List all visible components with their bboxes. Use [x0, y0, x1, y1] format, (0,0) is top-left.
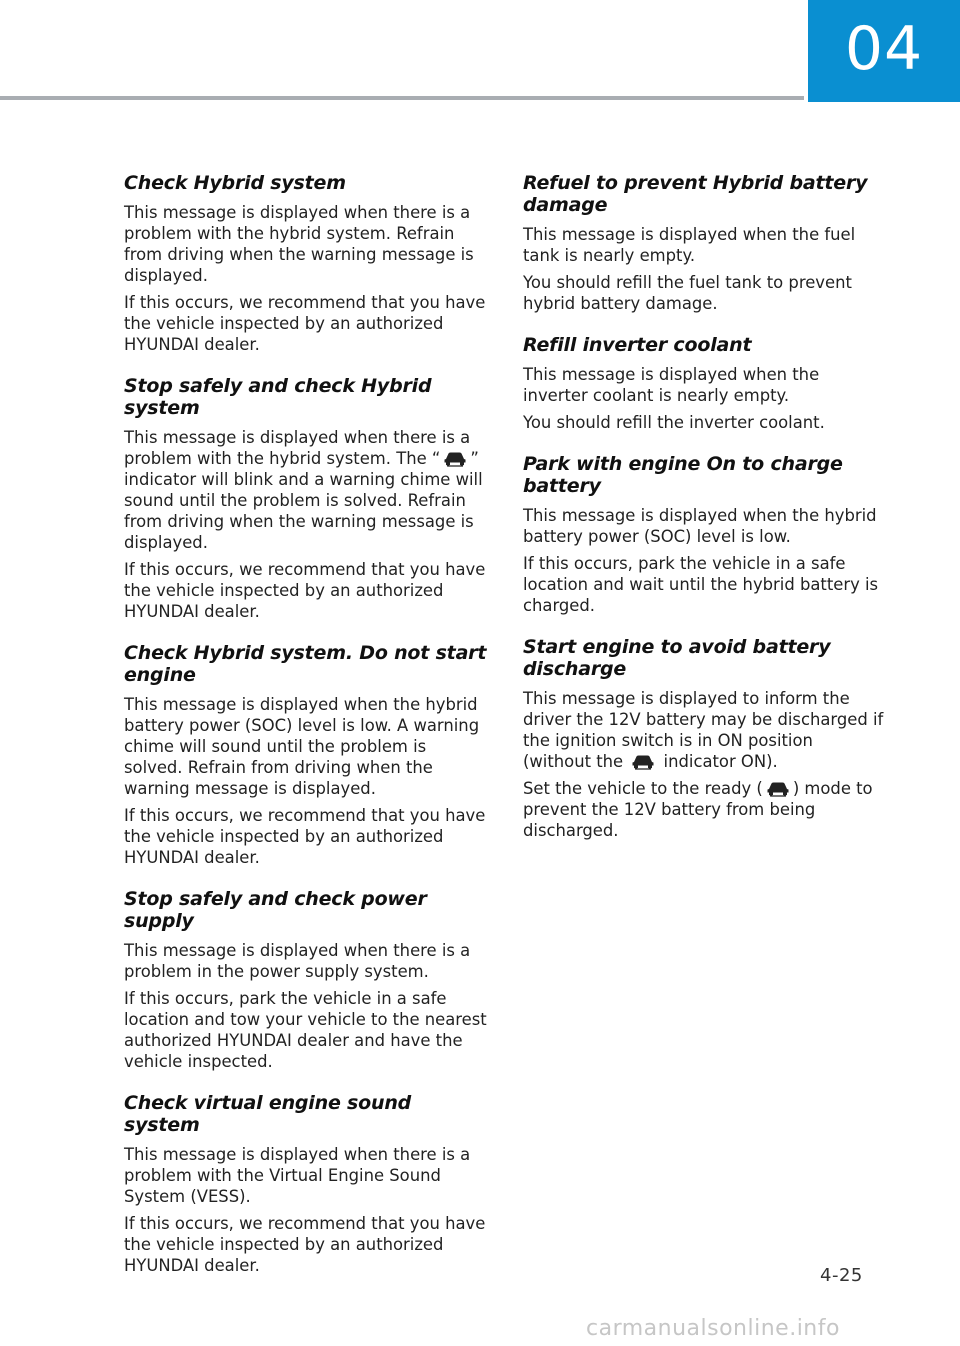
section-start-engine-avoid-discharge [523, 636, 885, 841]
paragraph-text: ” indicator will blink and a warning chime will sound until the problem is solved. Refrain from driving when the warning message is displayed. [124, 449, 483, 552]
section-refill-inverter-coolant [523, 334, 885, 433]
right-column [523, 172, 885, 861]
section-heading: Check Hybrid system [124, 172, 346, 194]
paragraph: If this occurs, park the vehicle in a safe location and tow your vehicle to the nearest authorized HYUNDAI dealer and have the vehicle inspected. [124, 989, 487, 1071]
page-number: 4-25 [820, 1265, 863, 1286]
section-heading: Check virtual engine sound system [124, 1092, 412, 1136]
paragraph: If this occurs, we recommend that you have the vehicle inspected by an authorized HYUNDAI dealer. [124, 1214, 486, 1275]
paragraph-text: indicator ON). [658, 752, 778, 771]
header-rule [0, 96, 804, 100]
paragraph: This message is displayed when the hybrid battery power (SOC) level is low. [523, 506, 877, 546]
section-heading: Refuel to prevent Hybrid battery damage [523, 172, 868, 216]
paragraph: If this occurs, we recommend that you have the vehicle inspected by an authorized HYUNDAI dealer. [124, 806, 486, 867]
section-heading: Stop safely and check power supply [124, 888, 427, 932]
section-heading: Check Hybrid system. Do not start engine [124, 642, 487, 686]
paragraph: This message is displayed when the fuel tank is nearly empty. [523, 225, 856, 265]
left-column [124, 172, 488, 1296]
section-stop-safely-check-power [124, 888, 488, 1072]
paragraph: This message is displayed when the hybrid battery power (SOC) level is low. A warning chime will sound until the problem is solved. Refrain from driving when the warning message is displayed. [124, 695, 480, 798]
car-ready-icon [630, 753, 656, 770]
paragraph-text: ) mode to prevent the 12V battery from being discharged. [523, 779, 873, 840]
paragraph [124, 427, 488, 553]
car-ready-icon [765, 780, 791, 797]
paragraph: This message is displayed when there is a problem with the hybrid system. Refrain from driving when the warning message is displayed. [124, 203, 474, 285]
paragraph [523, 778, 885, 841]
section-heading: Park with engine On to charge battery [523, 453, 843, 497]
section-heading: Start engine to avoid battery discharge [523, 636, 831, 680]
section-park-engine-on [523, 453, 885, 616]
section-heading: Stop safely and check Hybrid system [124, 375, 432, 419]
section-check-hybrid-system [124, 172, 488, 355]
paragraph: You should refill the fuel tank to prevent hybrid battery damage. [523, 273, 852, 313]
section-check-virtual-engine-sound [124, 1092, 488, 1276]
paragraph-text: This message is displayed when there is a problem with the hybrid system. The “ [124, 428, 471, 468]
paragraph: You should refill the inverter coolant. [523, 413, 825, 432]
paragraph-text: This message is displayed to inform the driver the 12V battery may be discharged if the ignition switch is in ON position (without the [523, 689, 884, 771]
paragraph: If this occurs, we recommend that you have the vehicle inspected by an authorized HYUNDAI dealer. [124, 293, 486, 354]
section-check-hybrid-do-not-start [124, 642, 488, 868]
car-ready-icon [442, 450, 468, 467]
section-refuel [523, 172, 885, 314]
chapter-tab: 04 [808, 0, 960, 102]
watermark: carmanualsonline.info [586, 1316, 840, 1341]
section-stop-safely-check-hybrid [124, 375, 488, 622]
paragraph: This message is displayed when there is a problem in the power supply system. [124, 941, 471, 981]
section-heading: Refill inverter coolant [523, 334, 752, 356]
paragraph: This message is displayed when the inverter coolant is nearly empty. [523, 365, 820, 405]
paragraph: If this occurs, park the vehicle in a safe location and wait until the hybrid battery is charged. [523, 554, 879, 615]
paragraph [523, 688, 885, 772]
paragraph-text: Set the vehicle to the ready ( [523, 779, 763, 798]
paragraph: If this occurs, we recommend that you have the vehicle inspected by an authorized HYUNDAI dealer. [124, 560, 486, 621]
paragraph: This message is displayed when there is a problem with the Virtual Engine Sound System (VESS). [124, 1145, 471, 1206]
